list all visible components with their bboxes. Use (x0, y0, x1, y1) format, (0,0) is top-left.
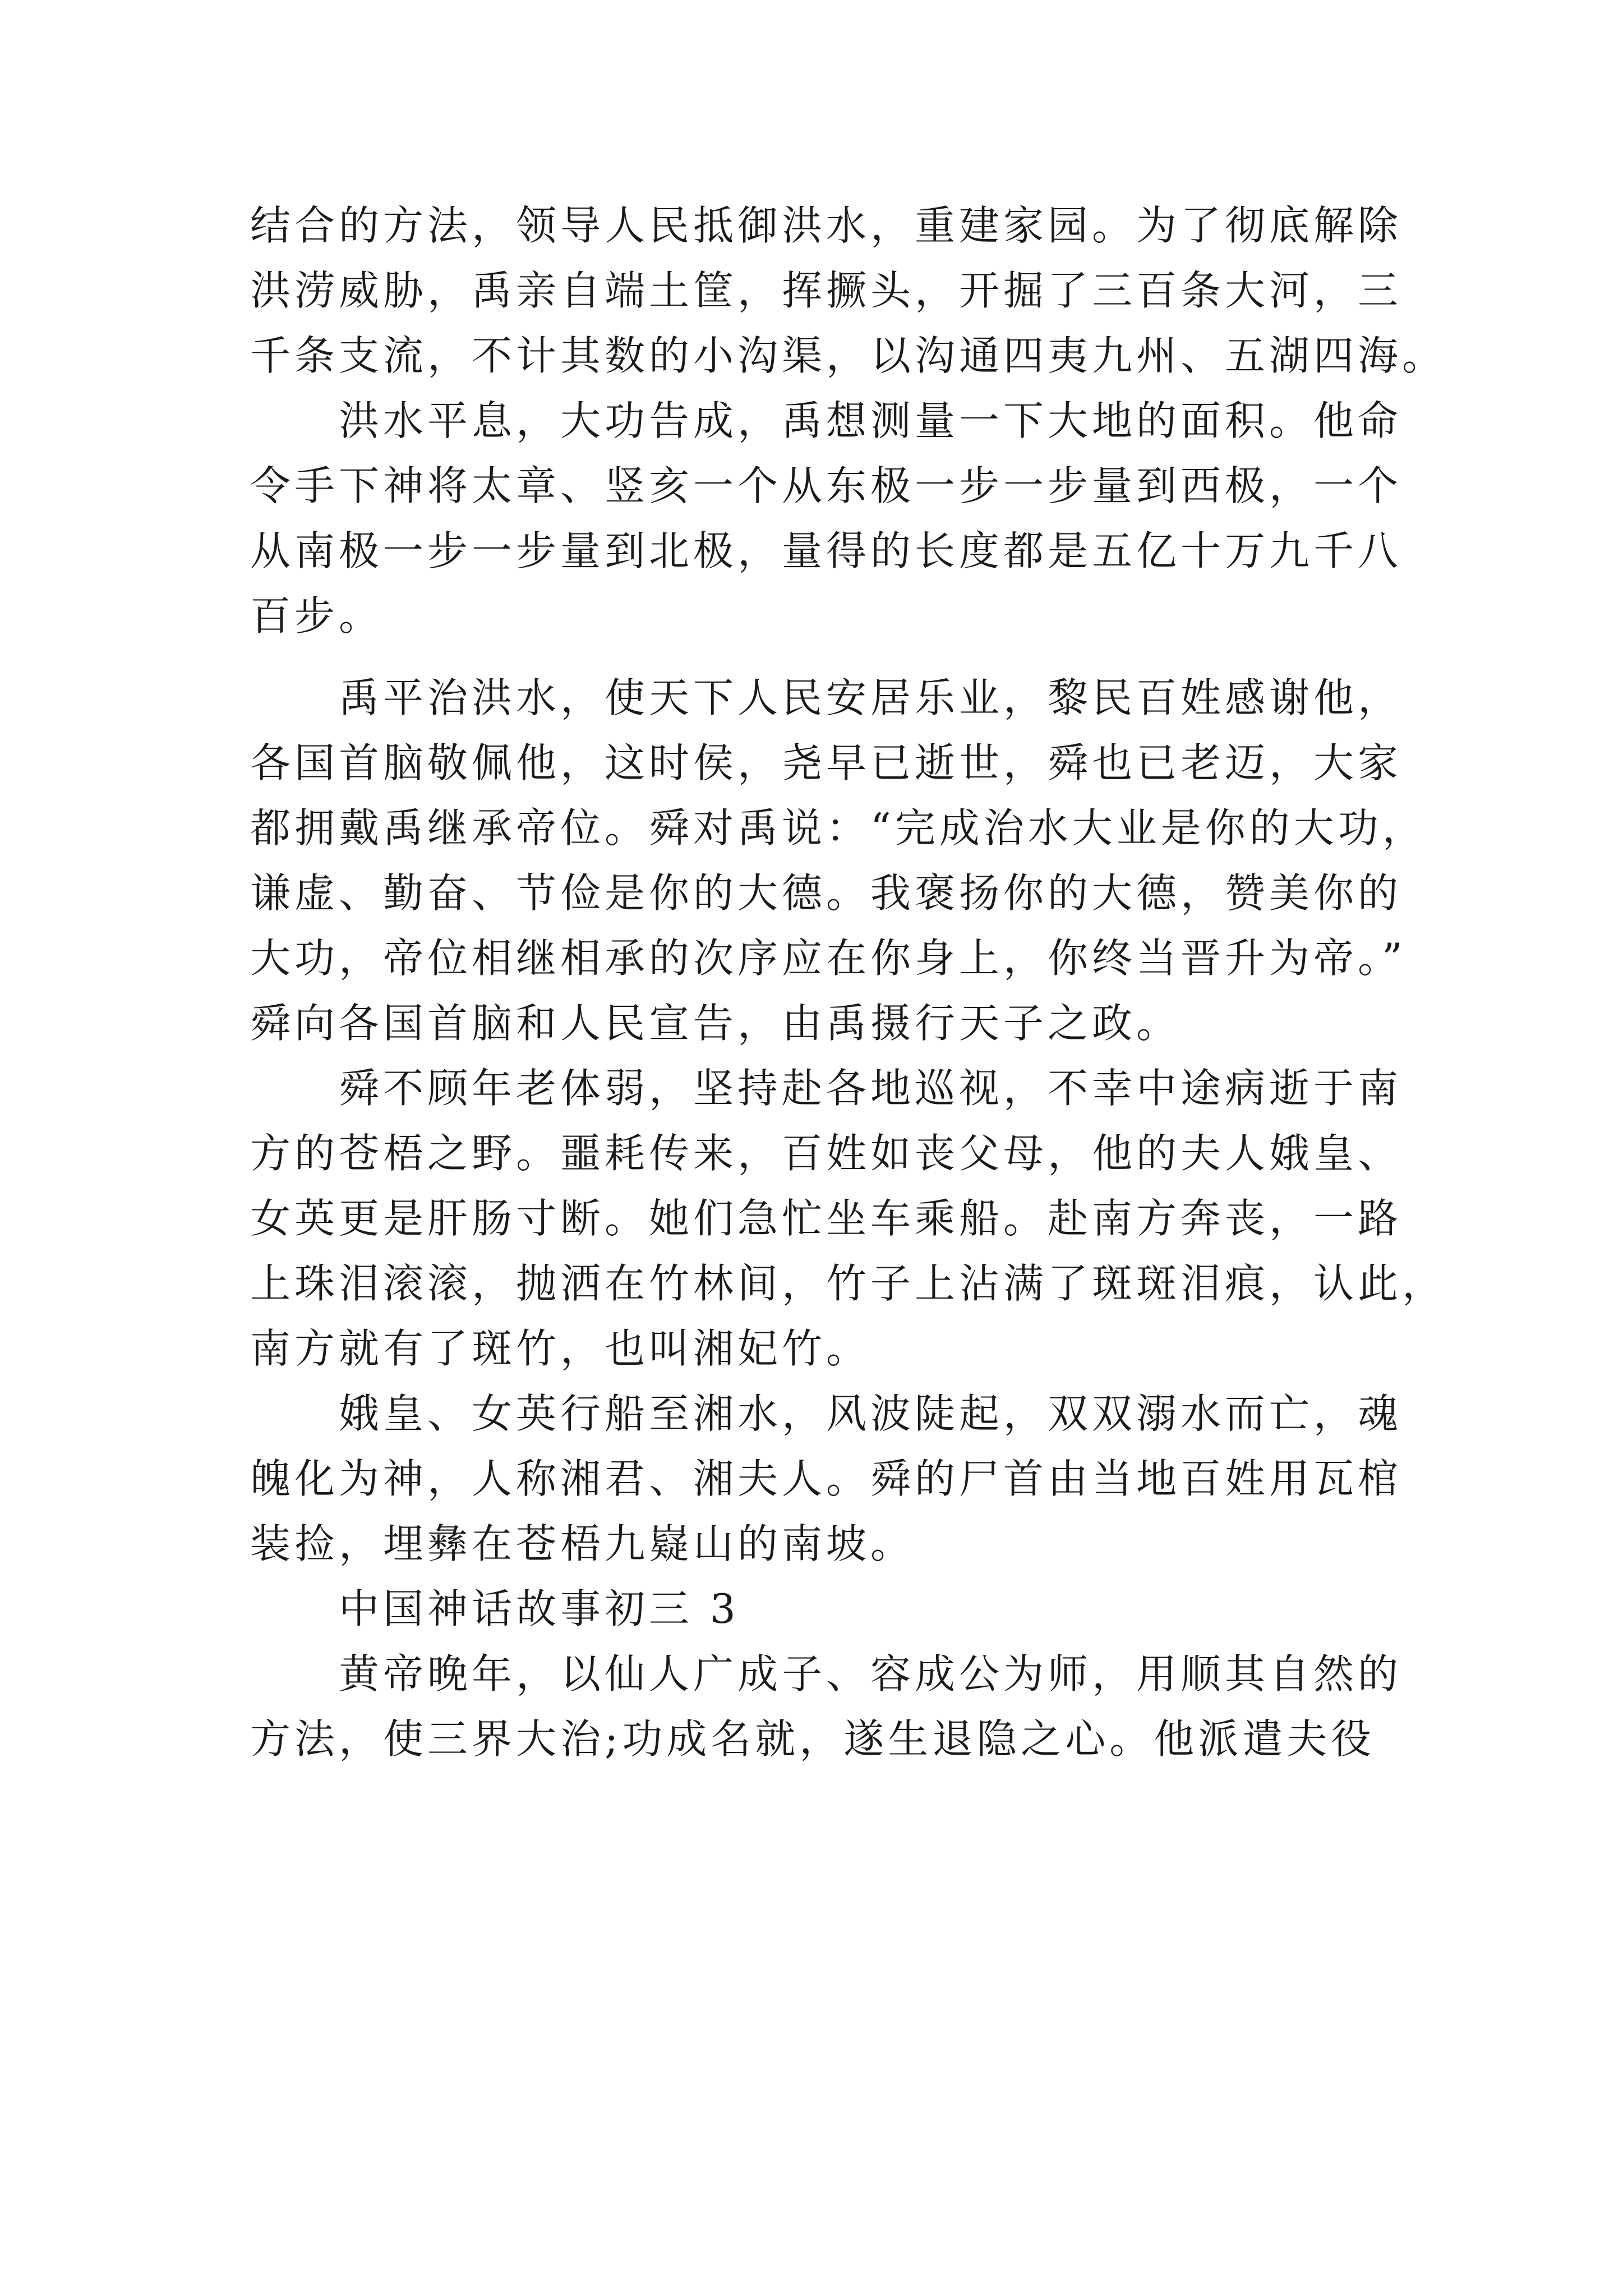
text-line: 舜向各国首脑和人民宣告，由禹摄行天子之政。 (250, 1000, 1181, 1047)
text-line: 魄化为神，人称湘君、湘夫人。舜的尸首由当地百姓用瓦棺 (250, 1455, 1403, 1502)
text-line: 从南极一步一步量到北极，量得的长度都是五亿十万九千八 (250, 527, 1403, 574)
paragraph-4 (250, 1056, 1447, 1381)
text-line: 洪涝威胁，禹亲自端土筐，挥撅头，开掘了三百条大河，三 (250, 267, 1403, 314)
text-line: 谦虚、勤奋、节俭是你的大德。我褒扬你的大德，赞美你的 (250, 869, 1403, 917)
paragraph-5 (250, 1381, 1403, 1576)
paragraph-2 (250, 388, 1403, 648)
text-line: 方的苍梧之野。噩耗传来，百姓如丧父母，他的夫人娥皇、 (250, 1130, 1403, 1177)
text-line: 南方就有了斑竹，也叫湘妃竹。 (250, 1325, 871, 1372)
text-line: 都拥戴禹继承帝位。舜对禹说：“完成治水大业是你的大功， (250, 804, 1427, 852)
text-line: 各国首脑敬佩他，这时侯，尧早已逝世，舜也已老迈，大家 (250, 739, 1403, 786)
text-line: 方法，使三界大治;功成名就，遂生退隐之心。他派遣夫役 (250, 1715, 1376, 1763)
text-line: 令手下神将太章、竖亥一个从东极一步一步量到西极，一个 (250, 462, 1403, 509)
text-line: 黄帝晚年，以仙人广成子、容成公为师，用顺其自然的 (250, 1650, 1403, 1697)
section-heading (250, 1576, 1372, 1641)
text-line: 洪水平息，大功告成，禹想测量一下大地的面积。他命 (250, 397, 1403, 444)
paragraph-6 (250, 1641, 1403, 1772)
heading-line: 中国神话故事初三 3 (250, 1585, 740, 1632)
text-line: 百步。 (250, 592, 384, 639)
paragraph-spacer (250, 648, 1372, 665)
text-line: 禹平治洪水，使天下人民安居乐业，黎民百姓感谢他， (250, 674, 1403, 721)
text-line: 女英更是肝肠寸断。她们急忙坐车乘船。赴南方奔丧，一路 (250, 1195, 1403, 1242)
paragraph-1 (250, 193, 1447, 388)
text-line: 结合的方法，领导人民抵御洪水，重建家园。为了彻底解除 (250, 202, 1403, 249)
text-line: 娥皇、女英行船至湘水，风波陡起，双双溺水而亡，魂 (250, 1390, 1403, 1437)
text-line: 装捡，埋彝在苍梧九嶷山的南坡。 (250, 1520, 915, 1567)
text-line: 千条支流，不计其数的小沟渠，以沟通四夷九州、五湖四海。 (250, 332, 1447, 379)
document-body (250, 193, 1447, 1772)
paragraph-3 (250, 665, 1427, 1056)
text-line: 上珠泪滚滚，抛洒在竹林间，竹子上沾满了斑斑泪痕，认此， (250, 1260, 1447, 1307)
text-line: 舜不顾年老体弱，坚持赴各地巡视，不幸中途病逝于南 (250, 1065, 1403, 1112)
text-line: 大功，帝位相继相承的次序应在你身上，你终当晋升为帝。” (250, 935, 1407, 982)
